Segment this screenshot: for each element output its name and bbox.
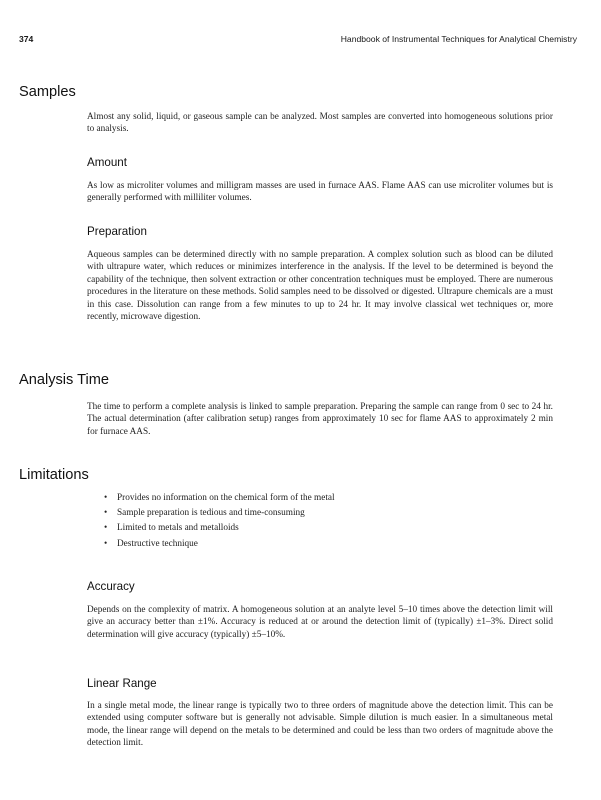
subheading-amount: Amount bbox=[87, 156, 127, 169]
subheading-preparation: Preparation bbox=[87, 225, 147, 238]
linear-range-paragraph: In a single metal mode, the linear range is typically two to three orders of magnitude above the detection limit. This can be extended using computer software but is generally not advisable. Simple dilution is much easier. In a simultaneous metal mode, the linear range will depend on the metals to be determined and could be less than two orders of magnitude above the detection limit. bbox=[87, 701, 553, 749]
page-number: 374 bbox=[19, 34, 34, 44]
page-header bbox=[19, 34, 577, 48]
list-item: • Limited to metals and metalloids bbox=[104, 521, 335, 536]
section-heading-limitations: Limitations bbox=[19, 467, 89, 483]
list-item: • Sample preparation is tedious and time-consuming bbox=[104, 506, 335, 521]
preparation-paragraph: Aqueous samples can be determined directly with no sample preparation. A complex solution such as blood can be diluted with ultrapure water, which reduces or minimizes interference in the analysis. If the level to be determined is beyond the capability of the technique, then solvent extraction or other concentration techniques must be employed. There are numerous procedures in the literature on these methods. Solid samples need to be dissolved or digested. Ultrapure chemicals are a must in this case. Dissolution can range from a few minutes to up to 24 hr. It may involve classical wet techniques or, more recently, microwave digestion. bbox=[87, 250, 553, 323]
running-title: Handbook of Instrumental Techniques for Analytical Chemistry bbox=[340, 34, 577, 44]
list-item: • Provides no information on the chemical form of the metal bbox=[104, 491, 335, 506]
section-heading-samples: Samples bbox=[19, 84, 76, 100]
subheading-linear-range: Linear Range bbox=[87, 677, 157, 690]
samples-intro-paragraph: Almost any solid, liquid, or gaseous sample can be analyzed. Most samples are converted into homogeneous solutions prior to analysis. bbox=[87, 112, 553, 135]
analysis-time-paragraph: The time to perform a complete analysis is linked to sample preparation. Preparing the sample can range from 0 sec to 24 hr. The actual determination (after calibration setup) ranges from approximately 10 sec for flame AAS to approximately 2 min for furnace AAS. bbox=[87, 402, 553, 437]
section-heading-analysis-time: Analysis Time bbox=[19, 372, 110, 388]
list-item: • Destructive technique bbox=[104, 537, 335, 552]
accuracy-paragraph: Depends on the complexity of matrix. A homogeneous solution at an analyte level 5–10 times above the detection limit will give an accuracy better than ±1%. Accuracy is reduced at or around the detection limit of (typically) ±1–3%. Direct solid determination will give accuracy (typically) ±5–10%. bbox=[87, 605, 553, 640]
subheading-accuracy: Accuracy bbox=[87, 580, 135, 593]
limitations-bullet-list bbox=[104, 491, 335, 552]
amount-paragraph: As low as microliter volumes and milligram masses are used in furnace AAS. Flame AAS can use microliter volumes but is generally performed with milliliter volumes. bbox=[87, 181, 553, 204]
